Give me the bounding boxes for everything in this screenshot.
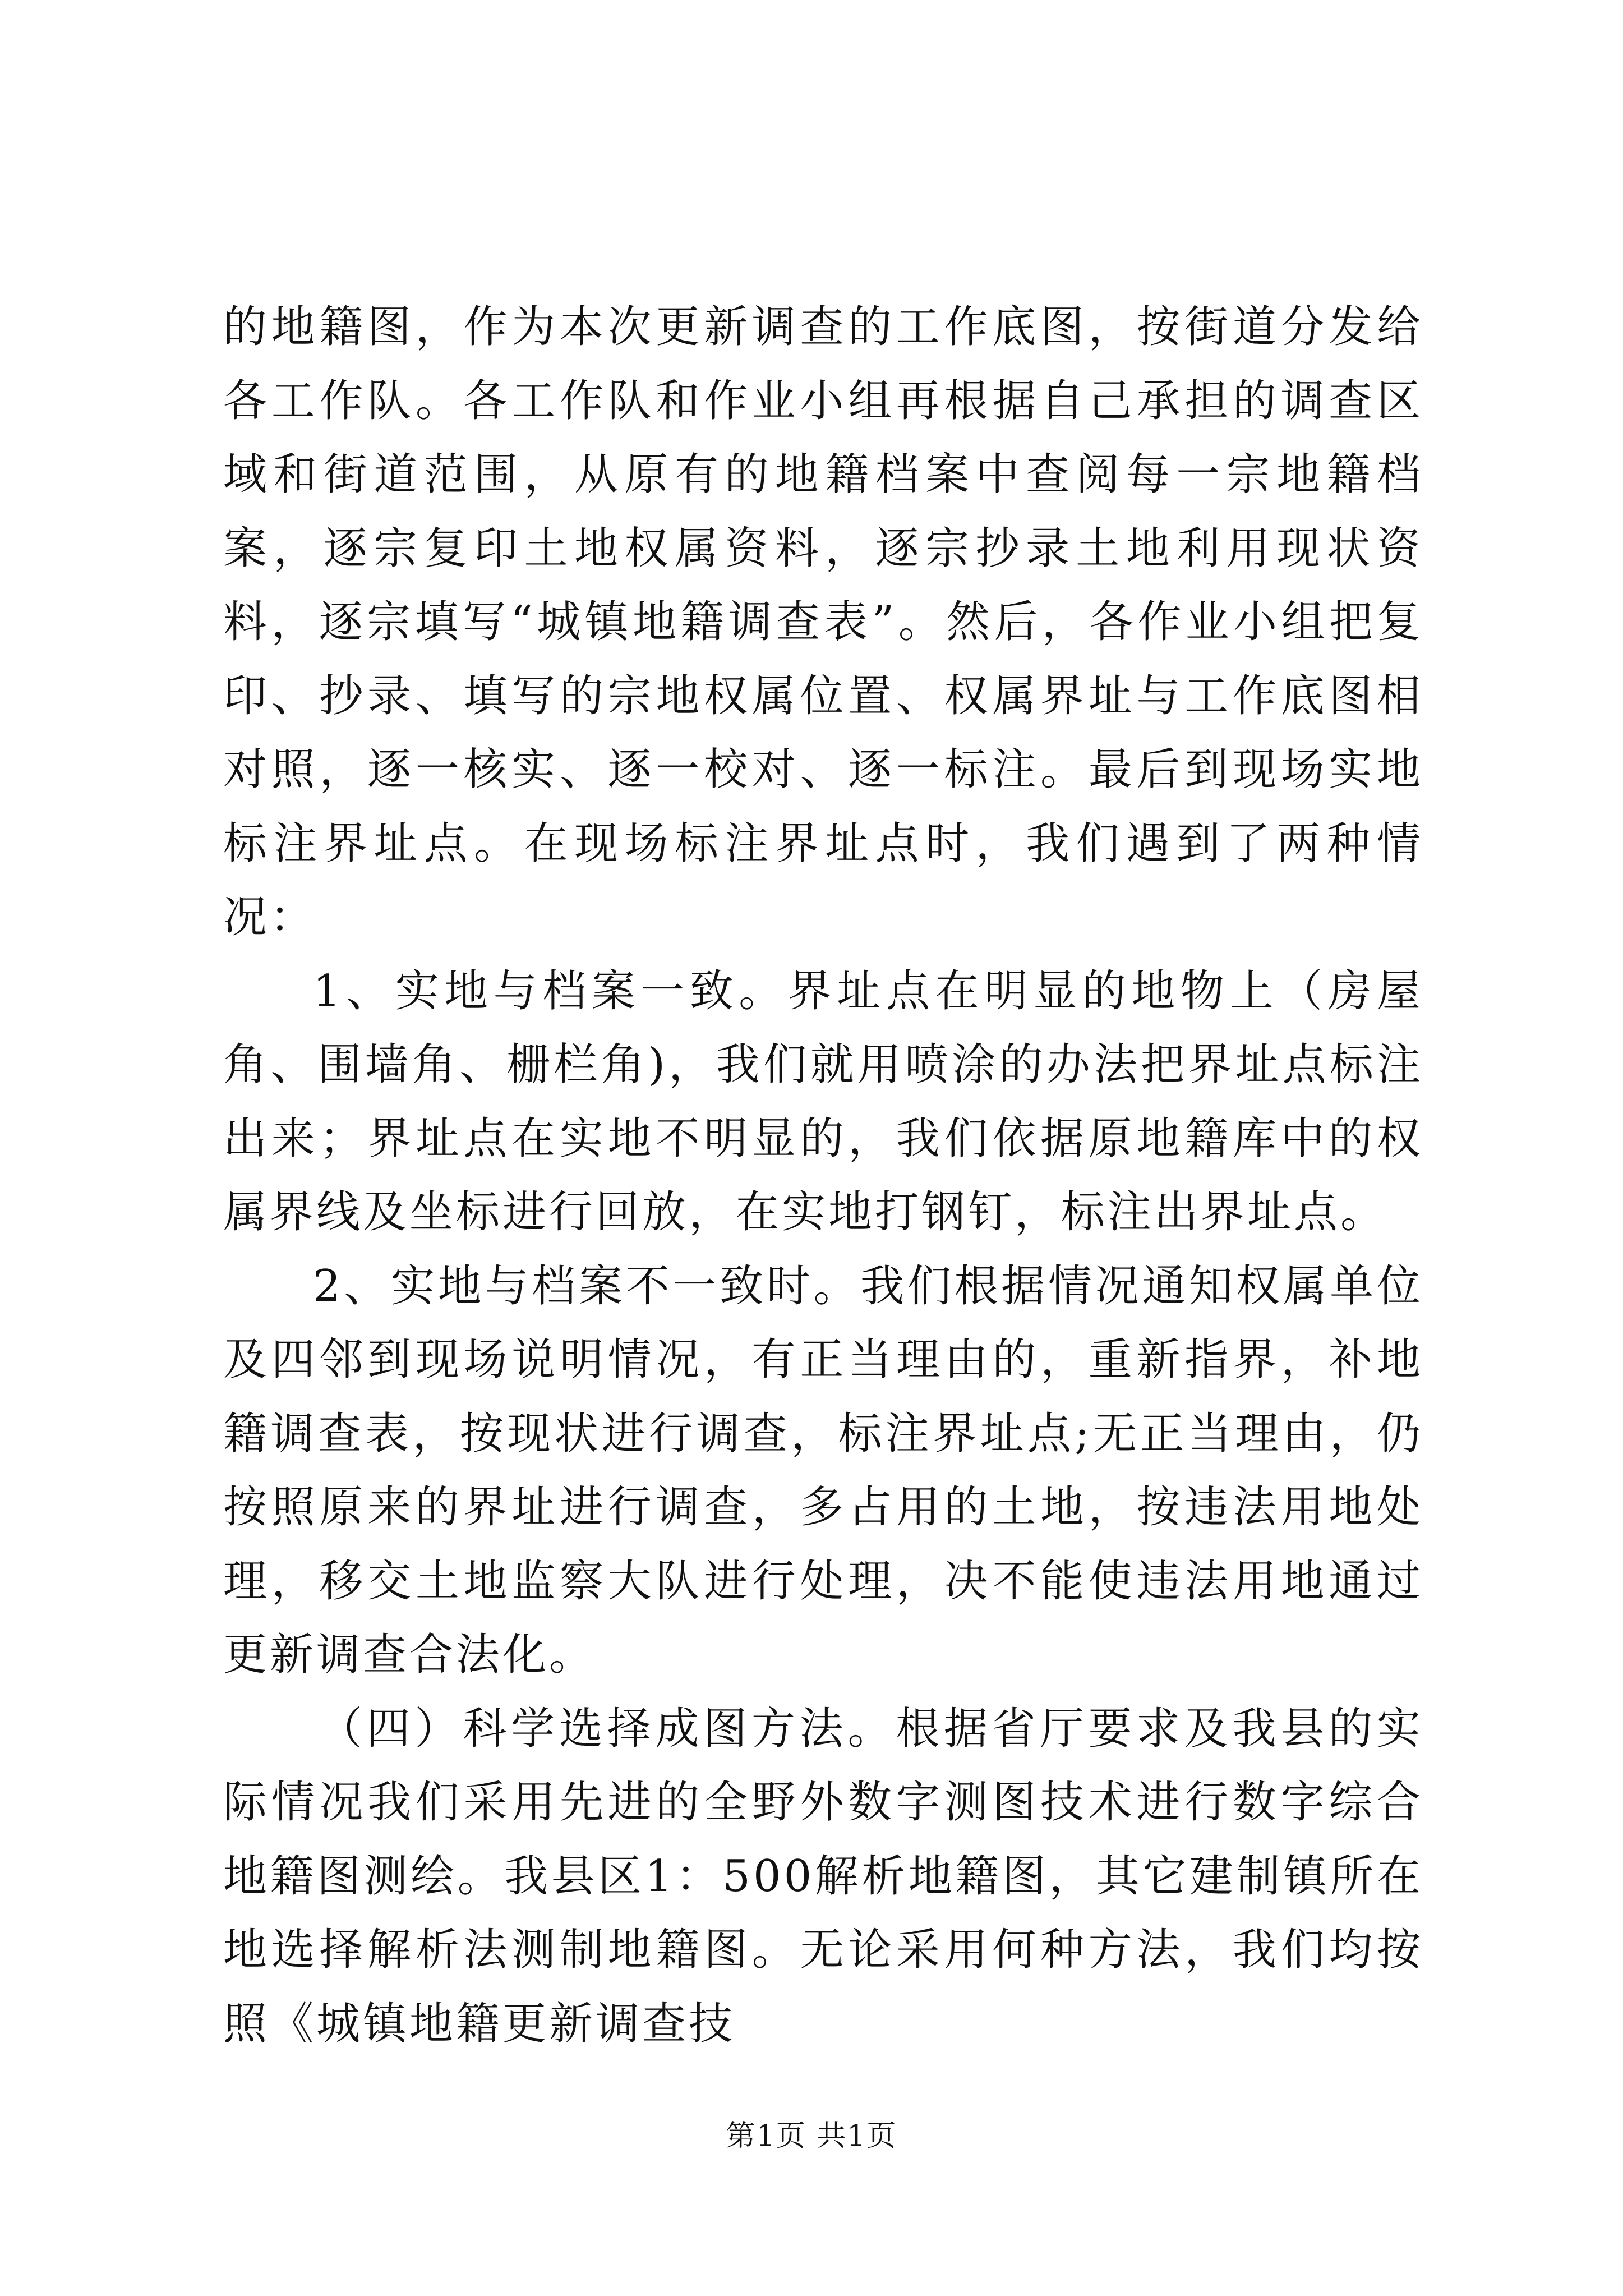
document-body [223,291,1423,2061]
paragraph-item-1: 1、实地与档案一致。界址点在明显的地物上（房屋角、围墙角、栅栏角)，我们就用喷涂的办法把界址点标注出来；界址点在实地不明显的，我们依据原地籍库中的权属界线及坐标进行回放，在实地打钢钉，标注出界址点。 [223,965,1423,1237]
paragraph-continuation: 的地籍图，作为本次更新调查的工作底图，按街道分发给各工作队。各工作队和作业小组再根据自己承担的调查区域和街道范围，从原有的地籍档案中查阅每一宗地籍档案，逐宗复印土地权属资料，逐宗抄录土地利用现状资料，逐宗填写“城镇地籍调查表”。然后，各作业小组把复印、抄录、填写的宗地权属位置、权属界址与工作底图相对照，逐一核实、逐一校对、逐一标注。最后到现场实地标注界址点。在现场标注界址点时，我们遇到了两种情况： [223,302,1423,942]
paragraph-item-2: 2、实地与档案不一致时。我们根据情况通知权属单位及四邻到现场说明情况，有正当理由的，重新指界，补地籍调查表，按现状进行调查，标注界址点;无正当理由，仍按照原来的界址进行调查，多占用的土地，按违法用地处理，移交土地监察大队进行处理，决不能使违法用地通过更新调查合法化。 [223,1260,1423,1680]
paragraph-section-4: （四）科学选择成图方法。根据省厅要求及我县的实际情况我们采用先进的全野外数字测图技术进行数字综合地籍图测绘。我县区1：500解析地籍图，其它建制镇所在地选择解析法测制地籍图。无论采用何种方法，我们均按照《城镇地籍更新调查技 [223,1703,1423,2049]
page-footer: 第1页 共1页 [726,2119,897,2153]
